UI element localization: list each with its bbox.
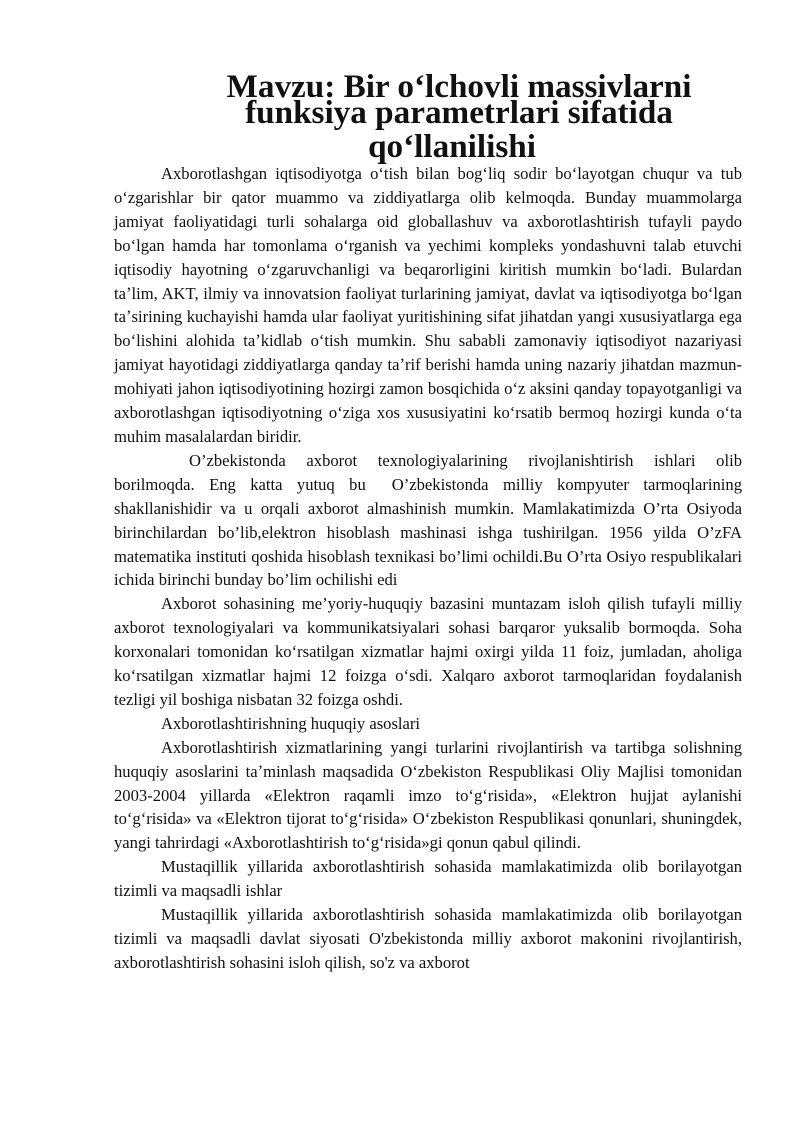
- title-line-1: Mavzu: Bir oʻlchovli massivlarni funksiya parametrlari sifatida: [226, 68, 692, 131]
- paragraph-heading-legal: Axborotlashtirishning huquqiy asoslari: [161, 713, 421, 733]
- paragraph-uzbekistan-it: [114, 449, 742, 592]
- paragraph-uzbekistan-it-part2: O’zbekistonda milliy kompyuter tarmoqlarining shakllanishidir va u orqali axborot almashinish mumkin. Mamlakatimizda O’rta Osiyoda birinchilardan bo’lib,elektron hisoblash mashinasi ishga tushirilgan. 1956 yilda O’zFA matematika instituti qoshida hisoblash texnikasi bo’limi ochildi.Bu O’rta Osiyo respublikalari ichida birinchi bunday bo’lim ochilishi edi: [114, 474, 742, 590]
- paragraph-independence-2: Mustaqillik yillarida axborotlashtirish sohasida mamlakatimizda olib borilayotgan tizimli va maqsadli davlat siyosati O'zbekistonda milliy axborot makonini rivojlantirish, axborotlashtirish sohasini isloh qilish, so'z va axborot: [114, 905, 742, 972]
- paragraph-uzbekistan-it-part1: O’zbekistonda axborot texnologiyalarining rivojlanishtirish ishlari olib borilmoqda. Eng katta yutuq bu: [114, 450, 742, 494]
- paragraph-legal-base: Axborot sohasining me’yoriy-huquqiy bazasini muntazam isloh qilish tufayli milliy axborot texnologiyalari va kommunikatsiyalari sohasi barqaror yuksalib bormoqda. Soha korxonalari tomonidan koʻrsatilgan xizmatlar hajmi oxirgi yilda 11 foiz, jumladan, aholiga koʻrsatilgan xizmatlar hajmi 12 foizga oʻsdi. Xalqaro axborot tarmoqlaridan foydalanish tezligi yil boshiga nisbatan 32 foizga oshdi.: [114, 594, 742, 709]
- paragraph-laws: Axborotlashtirish xizmatlarining yangi turlarini rivojlantirish va tartibga solishning huquqiy asoslarini taʼminlash maqsadida Oʻzbekiston Respublikasi Oliy Majlisi tomonidan 2003-2004 yillarda «Elektron raqamli imzo toʻgʻrisida», «Elektron hujjat aylanishi toʻgʻrisida» va «Elektron tijorat toʻgʻrisida» Oʻzbekiston Respublikasi qonunlari, shuningdek, yangi tahrirdagi «Axborotlashtirish toʻgʻrisida»gi qonun qabul qilindi.: [114, 737, 742, 853]
- document-page: [114, 68, 742, 975]
- paragraph-independence-1: Mustaqillik yillarida axborotlashtirish sohasida mamlakatimizda olib borilayotgan tizimli va maqsadli ishlar: [114, 857, 742, 901]
- title-line-2: qoʻllanilishi: [368, 128, 536, 165]
- document-title: [114, 68, 742, 165]
- paragraph-intro: Axborotlashgan iqtisodiyotga oʻtish bilan bogʻliq sodir boʻlayotgan chuqur va tub oʻzgarishlar bir qator muammo va ziddiyatlarga olib kelmoqda. Bunday muammolarga jamiyat faoliyatidagi turli sohalarga oid globallashuv va axborotlashtirish tufayli paydo boʻlgan hamda har tomonlama oʻrganish va yechimi kompleks yondashuvni talab etuvchi iqtisodiy hayotning oʻzgaruvchanligi va beqarorligini kiritish mumkin boʻladi. Bulardan taʼlim, AKT, ilmiy va innovatsion faoliyat turlarining jamiyat, davlat va iqtisodiyotga boʻlgan taʼsirining kuchayishi hamda ular faoliyat yuritishining sifat jihatdan yangi xususiyatlarga ega boʻlishini alohida taʼkidlab oʻtish mumkin. Shu sababli zamonaviy iqtisodiyot nazariyasi jamiyat hayotidagi ziddiyatlarga qanday taʼrif berishi hamda uning nazariy jihatdan mazmun-mohiyati jahon iqtisodiyotining hozirgi zamon bosqichida oʻz aksini qanday topayotganligi va axborotlashgan iqtisodiyotning oʻziga xos xususiyatini koʻrsatib bermoq hozirgi kunda oʻta muhim masalalardan biridir.: [114, 164, 742, 446]
